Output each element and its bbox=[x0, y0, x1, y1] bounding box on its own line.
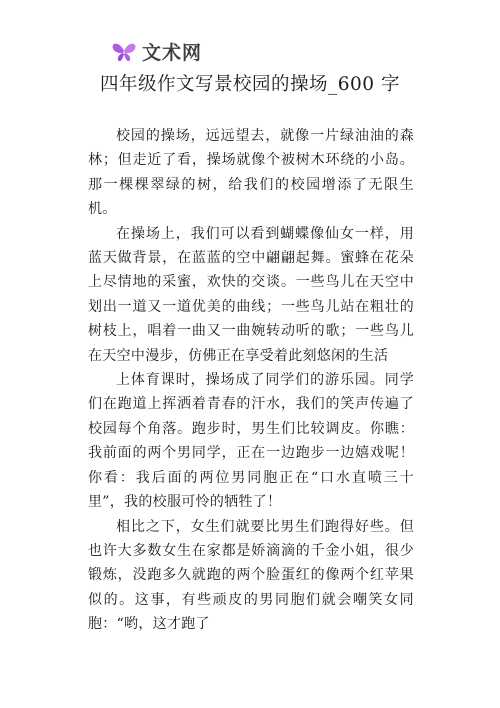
paragraph: 在操场上，我们可以看到蝴蝶像仙女一样，用蓝天做背景，在蓝蓝的空中翩翩起舞。蜜蜂在花朵上尽情地的采蜜，欢快的交谈。一些鸟儿在天空中划出一道又一道优美的曲线；一些鸟儿站在粗壮的树枝上，唱着一曲又一曲婉转动听的歌；一些鸟儿在天空中漫步，仿佛正在享受着此刻悠闲的生活 bbox=[88, 225, 414, 364]
butterfly-logo-icon bbox=[112, 42, 136, 62]
paragraph: 相比之下，女生们就要比男生们跑得好些。但也许大多数女生在家都是娇滴滴的千金小姐，很少锻炼，没跑多久就跑的两个脸蛋红的像两个红苹果似的。这事，有些顽皮的男同胞们就会嘲笑女同胞：“哟，这才跑了 bbox=[88, 518, 414, 633]
watermark-brand: 文术网 bbox=[142, 42, 203, 64]
watermark bbox=[112, 38, 202, 65]
document-title: 四年级作文写景校园的操场_600 字 bbox=[100, 74, 400, 95]
document-body bbox=[88, 124, 414, 637]
paragraph: 上体育课时，操场成了同学们的游乐园。同学们在跑道上挥洒着青春的汗水，我们的笑声传遍了校园每个角落。跑步时，男生们比较调皮。你瞧：我前面的两个男同学，正在一边跑步一边嬉戏呢！你看：我后面的两位男同胞正在“口水直喷三十里”，我的校服可怜的牺牲了！ bbox=[88, 372, 414, 511]
paragraph: 校园的操场，远远望去，就像一片绿油油的森林；但走近了看，操场就像个被树木环绕的小岛。那一棵棵翠绿的树，给我们的校园增添了无限生机。 bbox=[88, 128, 414, 218]
